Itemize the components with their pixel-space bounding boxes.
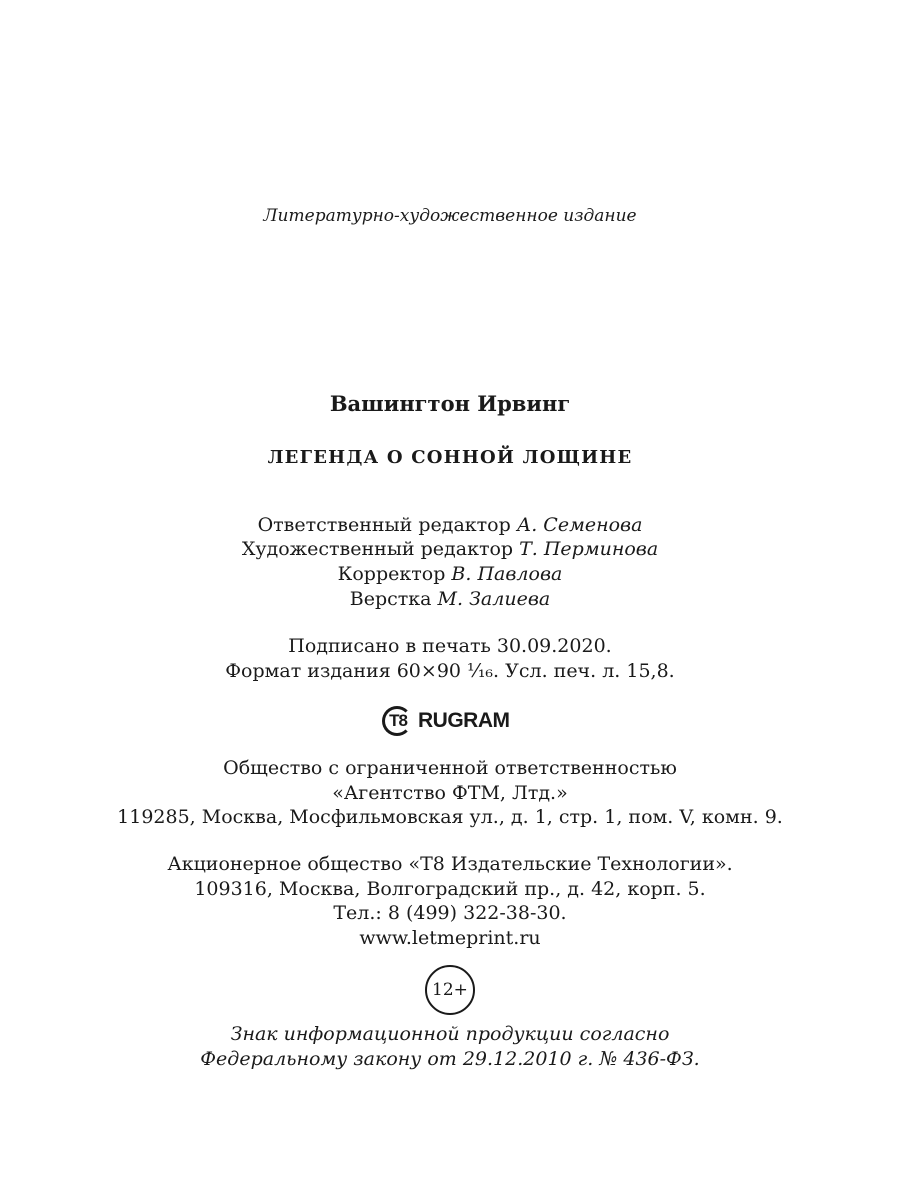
credit-role: Корректор <box>337 563 452 585</box>
credit-name: М. Залиева <box>437 588 551 610</box>
publisher-address: 119285, Москва, Мосфильмовская ул., д. 1, стр. 1, пом. V, комн. 9. <box>117 806 783 828</box>
notice-line: Федеральному закону от 29.12.2010 г. № 436-ФЗ. <box>200 1048 700 1070</box>
credit-line-editor <box>0 513 900 537</box>
credit-name: В. Павлова <box>451 563 563 585</box>
author-name: Вашингтон Ирвинг <box>329 391 571 416</box>
rugram-logo <box>382 702 510 740</box>
credit-name: Т. Перминова <box>519 538 659 560</box>
credit-role: Верстка <box>349 588 438 610</box>
printer-address: 109316, Москва, Волгоградский пр., д. 42, корп. 5. <box>194 878 706 900</box>
print-date: Подписано в печать 30.09.2020. <box>288 635 612 657</box>
credit-role: Художественный редактор <box>241 538 520 560</box>
notice-line: Знак информационной продукции согласно <box>230 1023 670 1045</box>
printer-line: Акционерное общество «Т8 Издательские Технологии». <box>167 853 733 875</box>
logo-mark: T8 <box>389 711 407 730</box>
genre-label: Литературно-художественное издание <box>263 206 637 226</box>
credit-role: Ответственный редактор <box>257 514 517 536</box>
age-rating-badge: 12+ <box>425 965 475 1015</box>
printer-website: www.letmeprint.ru <box>359 927 541 949</box>
credit-line-art-editor <box>0 537 900 561</box>
print-format: Формат издания 60×90 ¹⁄₁₆. Усл. печ. л. 15,8. <box>225 660 675 682</box>
publisher-line: Общество с ограниченной ответственностью <box>223 757 677 779</box>
publisher-line: «Агентство ФТМ, Лтд.» <box>332 782 568 804</box>
credit-line-proofreader <box>0 562 900 586</box>
printer-phone: Тел.: 8 (499) 322-38-30. <box>333 902 567 924</box>
credit-name: А. Семенова <box>516 514 643 536</box>
t8-logo-icon <box>382 706 412 736</box>
book-title: ЛЕГЕНДА О СОННОЙ ЛОЩИНЕ <box>267 447 633 468</box>
logo-text: RUGRAM <box>418 709 510 732</box>
credit-line-layout <box>0 587 900 611</box>
